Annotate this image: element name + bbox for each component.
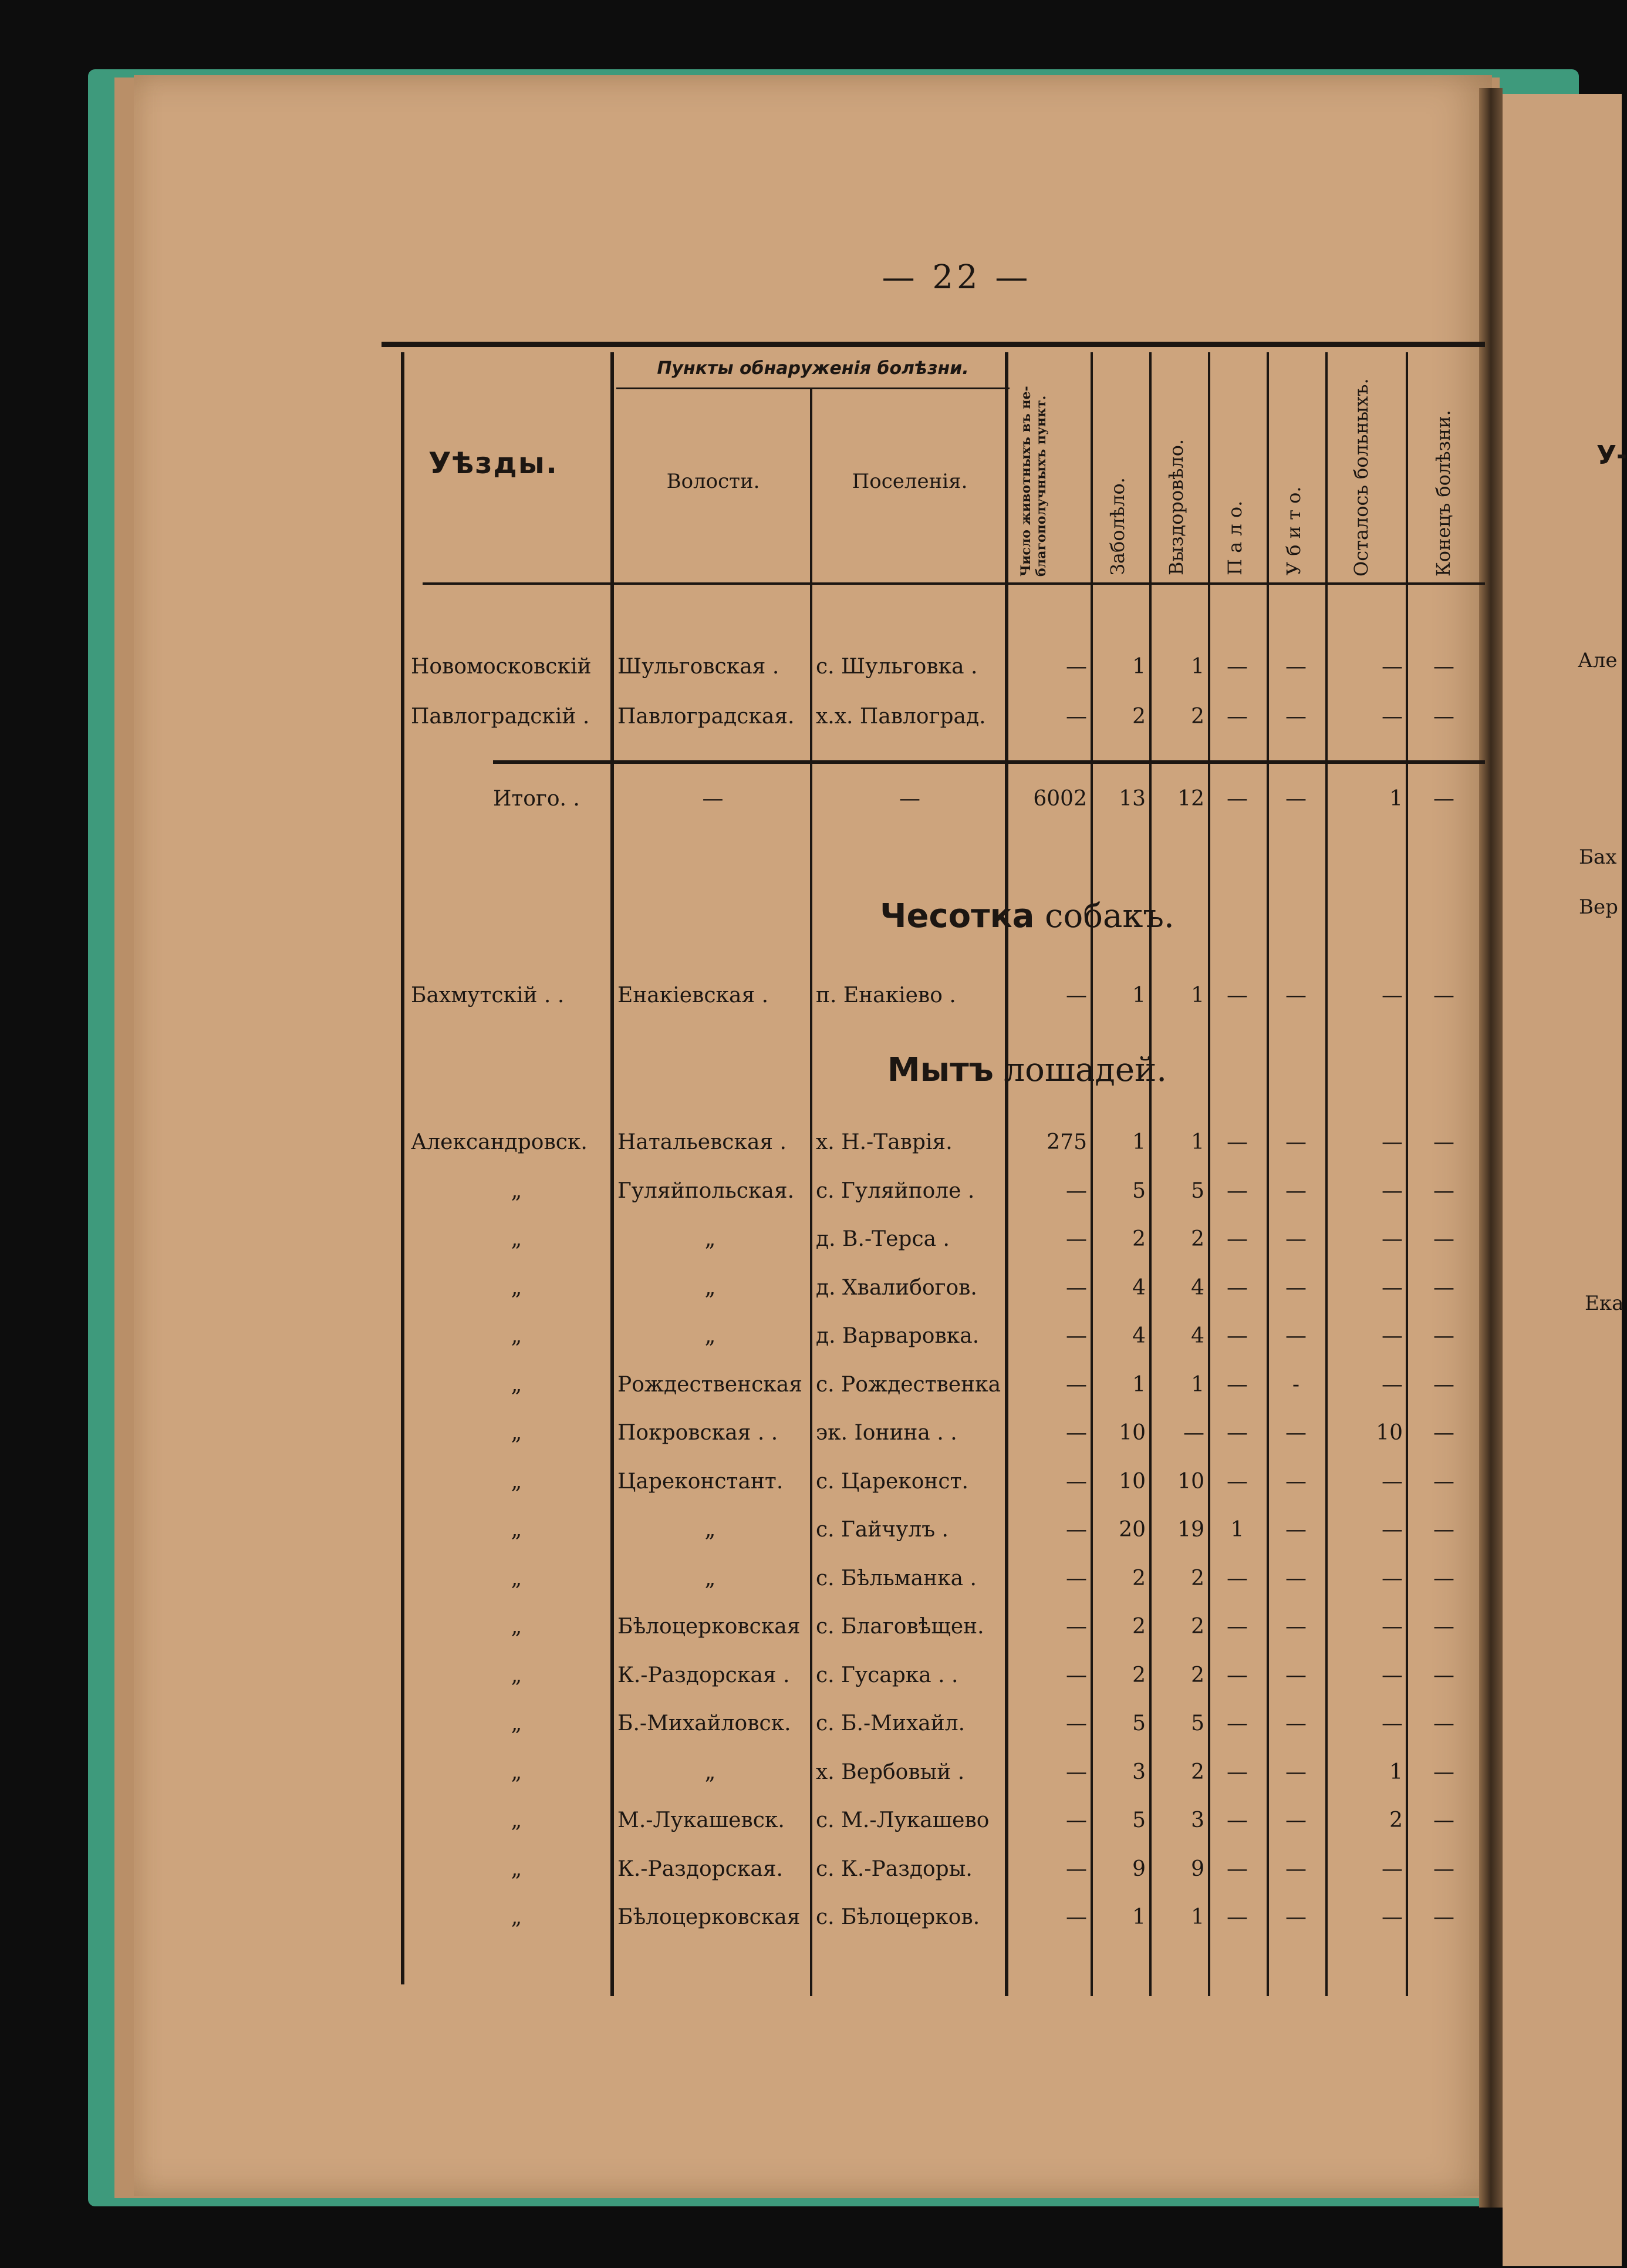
cell-vyzdorovelo: 2 <box>1191 1760 1204 1784</box>
cell-animals: — <box>1066 1227 1087 1251</box>
cell-uezd: Бахмутскій . . <box>411 983 565 1007</box>
col-rule-6 <box>1208 352 1210 1996</box>
cell-ubito: — <box>1285 1130 1307 1154</box>
cell-animals: — <box>1066 1421 1087 1445</box>
cell-ubito: — <box>1285 1566 1307 1590</box>
cell-zabolelo: 1 <box>1132 1372 1146 1397</box>
cell-zabolelo: 1 <box>1132 1130 1146 1154</box>
cell-zabolelo: 4 <box>1132 1275 1146 1300</box>
cell-zabolelo: 2 <box>1132 1663 1146 1687</box>
cell-volost: К.-Раздорская . <box>617 1663 790 1687</box>
cell-poselenie: с. Гусарка . . <box>816 1663 958 1687</box>
cell-ostalos: — <box>1382 1469 1403 1494</box>
cell-konets: — <box>1433 1808 1454 1832</box>
cell-volost: „ <box>704 1518 716 1542</box>
cell-animals: — <box>1066 705 1087 729</box>
col-rule-3 <box>1005 352 1008 1996</box>
cell-uezd: Новомосковскій <box>411 655 592 679</box>
cell-konets: — <box>1433 1421 1454 1445</box>
cell-volost: Бѣлоцерковская <box>617 1615 801 1639</box>
table-top-rule <box>382 342 1485 347</box>
cell-vyzdorovelo: 9 <box>1191 1856 1204 1881</box>
cell-ostalos: — <box>1382 1372 1403 1397</box>
cell-ostalos: — <box>1382 1566 1403 1590</box>
next-page-fragment: У- <box>1596 440 1627 470</box>
cell-uezd: „ <box>511 1566 522 1590</box>
cell-palo: — <box>1227 1469 1248 1494</box>
cell-vyzdorovelo: 2 <box>1191 1615 1204 1639</box>
cell-poselenie: с. Шульговка . <box>816 655 978 679</box>
cell-uezd: „ <box>511 1905 522 1929</box>
cell-ubito: — <box>1285 983 1307 1007</box>
cell-konets: — <box>1433 1275 1454 1300</box>
cell-vyzdorovelo: 1 <box>1191 1130 1204 1154</box>
cell-ostalos: — <box>1382 705 1403 729</box>
cell-volost: Енакіевская . <box>617 983 769 1007</box>
cell-palo: — <box>1227 1178 1248 1203</box>
header-zabolelo: Заболѣло. <box>1106 477 1129 575</box>
cell-konets: — <box>1433 787 1454 811</box>
cell-poselenie: с. Гайчулъ . <box>816 1518 948 1542</box>
cell-zabolelo: 5 <box>1132 1808 1146 1832</box>
cell-vyzdorovelo: 1 <box>1191 1372 1204 1397</box>
cell-uezd: „ <box>511 1469 522 1494</box>
cell-animals: — <box>1066 1469 1087 1494</box>
cell-vyzdorovelo: 12 <box>1177 787 1204 811</box>
cell-palo: — <box>1227 1421 1248 1445</box>
cell-animals: 6002 <box>1033 787 1087 811</box>
cell-poselenie: — <box>899 787 920 811</box>
cell-ostalos: — <box>1382 1711 1403 1735</box>
cell-vyzdorovelo: 5 <box>1191 1711 1204 1735</box>
cell-konets: — <box>1433 1856 1454 1881</box>
cell-uezd: „ <box>511 1275 522 1300</box>
cell-palo: — <box>1227 1130 1248 1154</box>
cell-uezd: „ <box>511 1615 522 1639</box>
cell-zabolelo: 2 <box>1132 1227 1146 1251</box>
cell-ostalos: — <box>1382 1615 1403 1639</box>
cell-animals: — <box>1066 1566 1087 1590</box>
cell-ostalos: — <box>1382 1130 1403 1154</box>
cell-konets: — <box>1433 1711 1454 1735</box>
cell-animals: — <box>1066 1905 1087 1929</box>
cell-palo: — <box>1227 1275 1248 1300</box>
cell-zabolelo: 13 <box>1119 787 1146 811</box>
cell-ubito: — <box>1285 1421 1307 1445</box>
next-page-fragment: Вер <box>1579 895 1618 919</box>
col-rule-8 <box>1325 352 1328 1996</box>
cell-ubito: — <box>1285 705 1307 729</box>
cell-zabolelo: 4 <box>1132 1324 1146 1348</box>
itogo-rule <box>493 760 1485 764</box>
cell-konets: — <box>1433 1227 1454 1251</box>
cell-volost: Шульговская . <box>617 655 779 679</box>
cell-palo: — <box>1227 1324 1248 1348</box>
header-uezdy: Уѣзды. <box>428 446 558 480</box>
cell-volost: Покровская . . <box>617 1421 778 1445</box>
cell-ubito: — <box>1285 1856 1307 1881</box>
cell-vyzdorovelo: 3 <box>1191 1808 1204 1832</box>
cell-vyzdorovelo: 5 <box>1191 1178 1204 1203</box>
section-title-myt-rest: лошадей. <box>993 1051 1167 1089</box>
cell-poselenie: эк. Іонина . . <box>816 1421 957 1445</box>
cell-zabolelo: 2 <box>1132 1566 1146 1590</box>
section-title-myt <box>675 1051 1379 1089</box>
cell-konets: — <box>1433 1905 1454 1929</box>
cell-konets: — <box>1433 1469 1454 1494</box>
header-group: Пункты обнаруженія болѣзни. <box>657 358 969 379</box>
cell-animals: — <box>1066 1324 1087 1348</box>
cell-zabolelo: 1 <box>1132 983 1146 1007</box>
header-volosti: Волости. <box>666 470 760 493</box>
cell-vyzdorovelo: 2 <box>1191 1227 1204 1251</box>
cell-zabolelo: 2 <box>1132 705 1146 729</box>
cell-volost: „ <box>704 1324 716 1348</box>
cell-poselenie: с. М.-Лукашево <box>816 1808 990 1832</box>
cell-ostalos: — <box>1382 983 1403 1007</box>
cell-animals: — <box>1066 1178 1087 1203</box>
cell-vyzdorovelo: 1 <box>1191 655 1204 679</box>
cell-zabolelo: 10 <box>1119 1469 1146 1494</box>
col-rule-1 <box>610 352 614 1996</box>
cell-zabolelo: 1 <box>1132 655 1146 679</box>
next-page-fragment: Ека <box>1585 1292 1624 1315</box>
cell-animals: — <box>1066 1372 1087 1397</box>
cell-animals: — <box>1066 983 1087 1007</box>
col-rule-7 <box>1267 352 1269 1996</box>
cell-ostalos: — <box>1382 1663 1403 1687</box>
cell-volost: Павлоградская. <box>617 705 795 729</box>
cell-animals: — <box>1066 1856 1087 1881</box>
cell-zabolelo: 1 <box>1132 1905 1146 1929</box>
cell-ostalos: — <box>1382 1856 1403 1881</box>
cell-ubito: — <box>1285 1324 1307 1348</box>
cell-vyzdorovelo: 10 <box>1177 1469 1204 1494</box>
col-rule-4 <box>1091 352 1093 1996</box>
cell-poselenie: с. Благовѣщен. <box>816 1615 984 1639</box>
cell-palo: — <box>1227 1663 1248 1687</box>
cell-volost: „ <box>704 1275 716 1300</box>
cell-zabolelo: 20 <box>1119 1518 1146 1542</box>
cell-ubito: — <box>1285 1615 1307 1639</box>
cell-volost: Бѣлоцерковская <box>617 1905 801 1929</box>
next-page-fragment: Бах <box>1579 845 1617 869</box>
cell-palo: — <box>1227 787 1248 811</box>
cell-uezd: „ <box>511 1856 522 1881</box>
cell-ubito: — <box>1285 1275 1307 1300</box>
col-rule-5 <box>1149 352 1152 1996</box>
cell-volost: „ <box>704 1760 716 1784</box>
cell-volost: „ <box>704 1566 716 1590</box>
section-title-chesotka-rest: собакъ. <box>1034 897 1174 935</box>
cell-zabolelo: 5 <box>1132 1178 1146 1203</box>
cell-ostalos: 1 <box>1389 787 1403 811</box>
cell-animals: — <box>1066 655 1087 679</box>
cell-volost: Рождественская <box>617 1372 802 1397</box>
cell-zabolelo: 3 <box>1132 1760 1146 1784</box>
book-gutter <box>1479 88 1503 2208</box>
cell-animals: — <box>1066 1275 1087 1300</box>
cell-konets: — <box>1433 1663 1454 1687</box>
cell-uezd: „ <box>511 1711 522 1735</box>
cell-volost: „ <box>704 1227 716 1251</box>
cell-palo: — <box>1227 655 1248 679</box>
cell-vyzdorovelo: 2 <box>1191 1566 1204 1590</box>
cell-vyzdorovelo: 4 <box>1191 1275 1204 1300</box>
cell-volost: Б.-Михайловск. <box>617 1711 791 1735</box>
cell-poselenie: с. Рождественка <box>816 1372 1001 1397</box>
cell-palo: — <box>1227 1905 1248 1929</box>
cell-zabolelo: 2 <box>1132 1615 1146 1639</box>
cell-vyzdorovelo: 2 <box>1191 1663 1204 1687</box>
col-rule-9 <box>1406 352 1408 1996</box>
cell-zabolelo: 9 <box>1132 1856 1146 1881</box>
cell-vyzdorovelo: 1 <box>1191 1905 1204 1929</box>
cell-konets: — <box>1433 1760 1454 1784</box>
cell-poselenie: с. К.-Раздоры. <box>816 1856 973 1881</box>
cell-palo: — <box>1227 705 1248 729</box>
cell-palo: — <box>1227 1808 1248 1832</box>
cell-palo: — <box>1227 1711 1248 1735</box>
cell-animals: — <box>1066 1615 1087 1639</box>
cell-konets: — <box>1433 1566 1454 1590</box>
cell-zabolelo: 10 <box>1119 1421 1146 1445</box>
cell-ubito: — <box>1285 1518 1307 1542</box>
cell-poselenie: д. Варваровка. <box>816 1324 980 1348</box>
cell-animals: — <box>1066 1663 1087 1687</box>
cell-poselenie: с. Цареконст. <box>816 1469 968 1494</box>
cell-poselenie: д. Хвалибогов. <box>816 1275 977 1300</box>
cell-volost: К.-Раздорская. <box>617 1856 783 1881</box>
next-page-edge <box>1503 94 1622 2266</box>
cell-konets: — <box>1433 655 1454 679</box>
cell-uezd: Павлоградскій . <box>411 705 590 729</box>
section-title-chesotka <box>675 897 1379 935</box>
cell-ostalos: — <box>1382 1275 1403 1300</box>
cell-uezd: „ <box>511 1324 522 1348</box>
cell-ubito: — <box>1285 655 1307 679</box>
cell-konets: — <box>1433 1130 1454 1154</box>
cell-ostalos: — <box>1382 1227 1403 1251</box>
cell-volost: — <box>702 787 724 811</box>
cell-poselenie: х.х. Павлоград. <box>816 705 986 729</box>
cell-palo: — <box>1227 1856 1248 1881</box>
cell-ubito: — <box>1285 1663 1307 1687</box>
cell-poselenie: х. Н.-Таврія. <box>816 1130 953 1154</box>
col-rule-2 <box>810 387 812 1996</box>
cell-uezd: „ <box>511 1178 522 1203</box>
cell-palo: — <box>1227 1566 1248 1590</box>
cell-palo: — <box>1227 1227 1248 1251</box>
cell-uezd: „ <box>511 1663 522 1687</box>
cell-uezd: „ <box>511 1372 522 1397</box>
cell-uezd: „ <box>511 1227 522 1251</box>
cell-konets: — <box>1433 1178 1454 1203</box>
cell-animals: — <box>1066 1760 1087 1784</box>
cell-ubito: — <box>1285 1178 1307 1203</box>
cell-vyzdorovelo: 2 <box>1191 705 1204 729</box>
section-title-myt-bold: Мытъ <box>887 1051 994 1089</box>
cell-ostalos: — <box>1382 1178 1403 1203</box>
cell-ubito: — <box>1285 1905 1307 1929</box>
header-konets: Конецъ болѣзни. <box>1432 410 1454 577</box>
cell-konets: — <box>1433 983 1454 1007</box>
cell-poselenie: с. Б.-Михайл. <box>816 1711 966 1735</box>
cell-palo: — <box>1227 1372 1248 1397</box>
group-header-rule <box>616 387 1010 389</box>
cell-volost: Гуляйпольская. <box>617 1178 795 1203</box>
header-vyzdorovelo: Выздоровѣло. <box>1165 439 1187 575</box>
cell-poselenie: д. В.-Терса . <box>816 1227 950 1251</box>
cell-vyzdorovelo: 19 <box>1177 1518 1204 1542</box>
cell-poselenie: х. Вербовый . <box>816 1760 965 1784</box>
cell-poselenie: с. Гуляйполе . <box>816 1178 975 1203</box>
cell-ostalos: — <box>1382 1324 1403 1348</box>
cell-konets: — <box>1433 1518 1454 1542</box>
cell-ostalos: 2 <box>1389 1808 1403 1832</box>
cell-animals: — <box>1066 1808 1087 1832</box>
cell-uezd: Итого. . <box>493 787 580 811</box>
cell-konets: — <box>1433 1615 1454 1639</box>
cell-ubito: — <box>1285 1760 1307 1784</box>
cell-ostalos: — <box>1382 655 1403 679</box>
cell-ostalos: 1 <box>1389 1760 1403 1784</box>
cell-ostalos: — <box>1382 1518 1403 1542</box>
cell-palo: 1 <box>1230 1518 1244 1542</box>
cell-uezd: Александровск. <box>411 1130 588 1154</box>
cell-ubito: — <box>1285 1808 1307 1832</box>
cell-poselenie: с. Бѣльманка . <box>816 1566 977 1590</box>
cell-ubito: — <box>1285 1469 1307 1494</box>
cell-vyzdorovelo: 1 <box>1191 983 1204 1007</box>
cell-ubito: - <box>1292 1372 1300 1397</box>
cell-konets: — <box>1433 705 1454 729</box>
cell-uezd: „ <box>511 1808 522 1832</box>
page-number: — 22 — <box>882 258 1032 296</box>
cell-palo: — <box>1227 1760 1248 1784</box>
cell-volost: Натальевская . <box>617 1130 787 1154</box>
cell-konets: — <box>1433 1324 1454 1348</box>
cell-ubito: — <box>1285 1711 1307 1735</box>
cell-animals: — <box>1066 1518 1087 1542</box>
cell-animals: 275 <box>1047 1130 1087 1154</box>
cell-poselenie: с. Бѣлоцерков. <box>816 1905 980 1929</box>
cell-vyzdorovelo: 4 <box>1191 1324 1204 1348</box>
cell-ubito: — <box>1285 787 1307 811</box>
cell-uezd: „ <box>511 1760 522 1784</box>
header-animals: Число животныхъ въ не-благополучныхъ пункт. <box>1018 386 1049 577</box>
cell-ubito: — <box>1285 1227 1307 1251</box>
header-palo: П а л о. <box>1224 500 1246 575</box>
header-ostalos: Осталось больныхъ. <box>1350 378 1372 577</box>
cell-palo: — <box>1227 1615 1248 1639</box>
cell-ostalos: — <box>1382 1905 1403 1929</box>
cell-volost: Цареконстант. <box>617 1469 784 1494</box>
table-left-border <box>401 352 404 1984</box>
cell-uezd: „ <box>511 1421 522 1445</box>
cell-uezd: „ <box>511 1518 522 1542</box>
section-title-chesotka-bold: Чесотка <box>880 897 1035 935</box>
next-page-fragment: Але <box>1578 649 1618 672</box>
cell-animals: — <box>1066 1711 1087 1735</box>
cell-palo: — <box>1227 983 1248 1007</box>
cell-konets: — <box>1433 1372 1454 1397</box>
cell-zabolelo: 5 <box>1132 1711 1146 1735</box>
header-poseleniya: Поселенія. <box>852 470 968 493</box>
cell-ostalos: 10 <box>1376 1421 1403 1445</box>
header-ubito: У б и т о. <box>1282 486 1305 575</box>
cell-volost: М.-Лукашевск. <box>617 1808 785 1832</box>
cell-poselenie: п. Енакіево . <box>816 983 956 1007</box>
cell-vyzdorovelo: — <box>1183 1421 1204 1445</box>
